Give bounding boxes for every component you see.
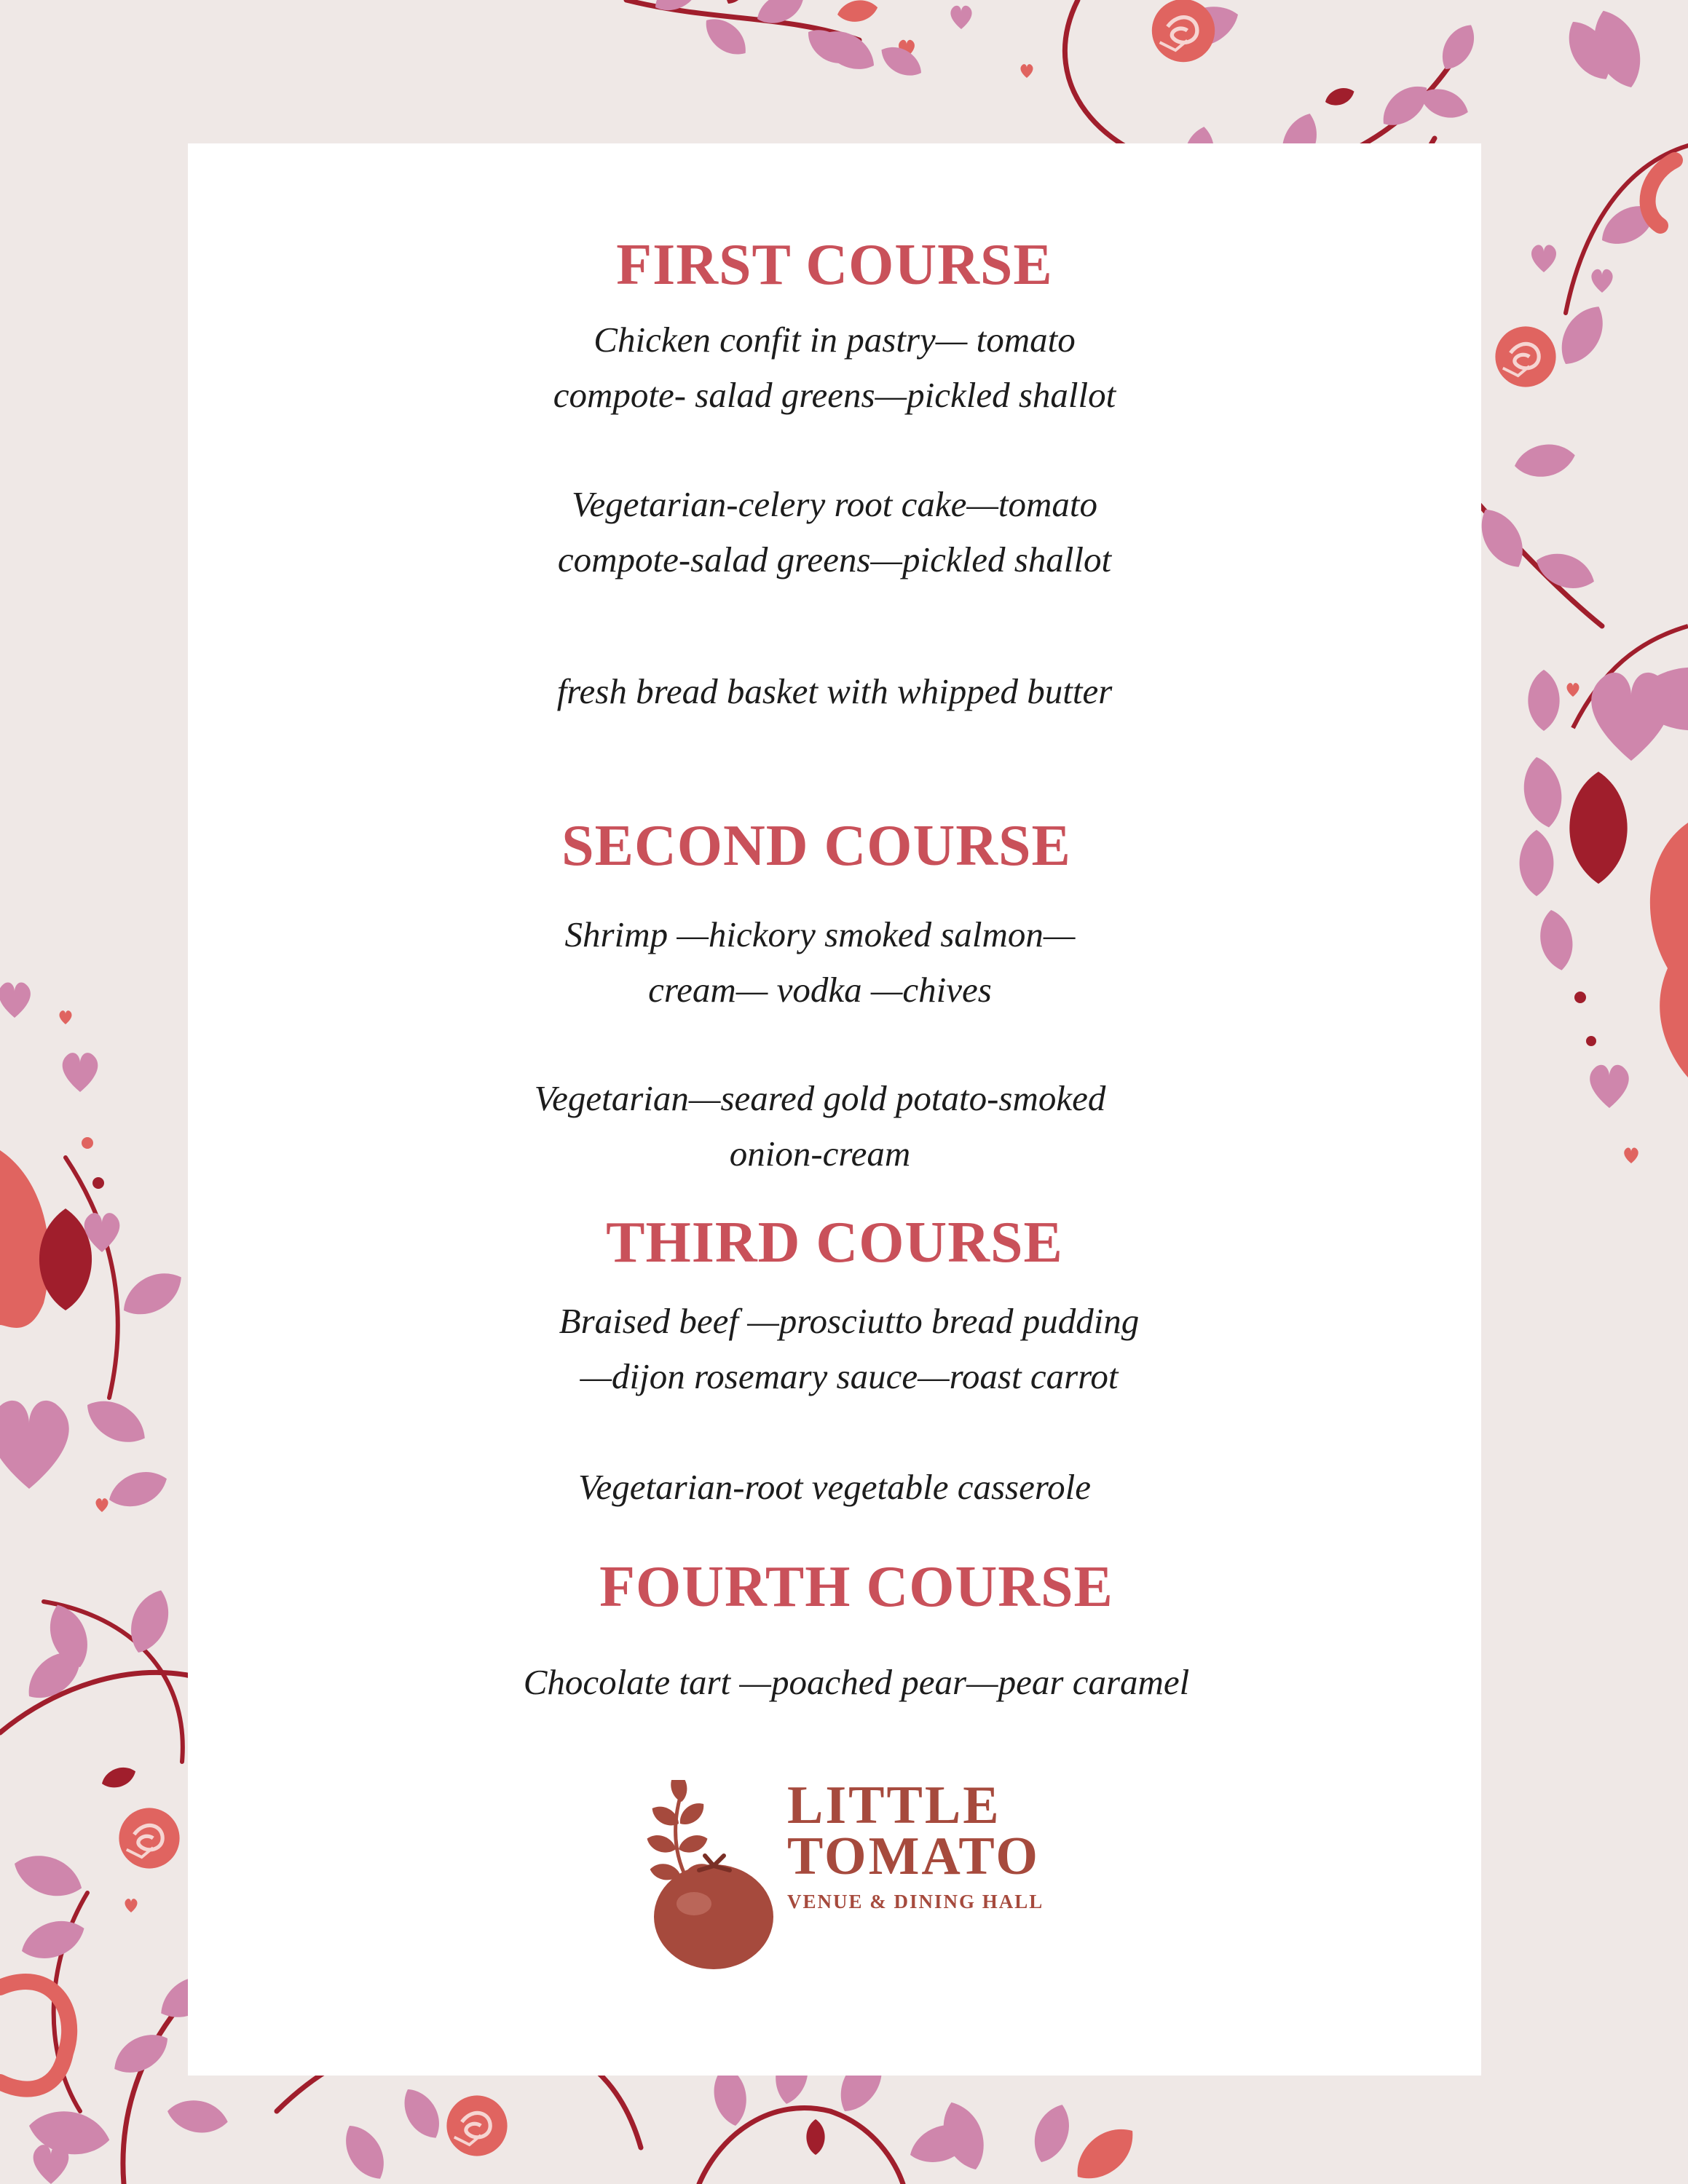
menu-item-line: Vegetarian-root vegetable casserole — [578, 1467, 1091, 1507]
menu-item-line: Braised beef —prosciutto bread pudding — [559, 1301, 1140, 1341]
menu-item-line: cream— vodka —chives — [648, 970, 992, 1010]
menu-item — [202, 1294, 1496, 1404]
course-heading: FIRST COURSE — [616, 233, 1053, 297]
course-heading: THIRD COURSE — [606, 1211, 1063, 1275]
menu-item-line: Vegetarian—seared gold potato-smoked — [534, 1078, 1106, 1118]
menu-item — [173, 907, 1467, 1018]
venue-logo — [618, 1776, 1091, 1984]
menu-item-line: Shrimp —hickory smoked salmon— — [564, 914, 1076, 954]
menu-item — [188, 1460, 1481, 1515]
vine-top-left — [626, 0, 972, 72]
menu-item — [210, 1655, 1503, 1710]
menu-item — [173, 1071, 1467, 1182]
menu-item-line: onion-cream — [729, 1133, 911, 1174]
menu-item-line: compote- salad greens—pickled shallot — [553, 375, 1116, 415]
menu-item-line: fresh bread basket with whipped butter — [556, 671, 1113, 711]
menu-item-line: Vegetarian-celery root cake—tomato — [571, 484, 1098, 524]
menu-item-line: Chicken confit in pastry— tomato — [593, 320, 1076, 360]
menu-card — [188, 143, 1481, 2076]
course-heading: FOURTH COURSE — [599, 1555, 1113, 1619]
menu-item — [188, 477, 1481, 587]
menu-item — [188, 664, 1481, 719]
menu-item — [188, 312, 1481, 423]
menu-item-line: Chocolate tart —poached pear—pear caramel — [523, 1662, 1190, 1702]
vine-left-middle — [0, 983, 190, 1515]
vine-right-middle — [1518, 626, 1688, 1163]
course-heading: SECOND COURSE — [561, 814, 1071, 878]
logo-line-little: LITTLE — [787, 1776, 1001, 1835]
logo-tagline: VENUE & DINING HALL — [787, 1891, 1044, 1912]
logo-line-tomato: TOMATO — [787, 1827, 1040, 1886]
menu-item-line: compote-salad greens—pickled shallot — [557, 539, 1112, 579]
menu-item-line: —dijon rosemary sauce—roast carrot — [580, 1356, 1119, 1396]
logo-wordmark — [787, 1776, 1093, 1913]
tomato-with-olive-branch-icon — [618, 1780, 785, 1984]
